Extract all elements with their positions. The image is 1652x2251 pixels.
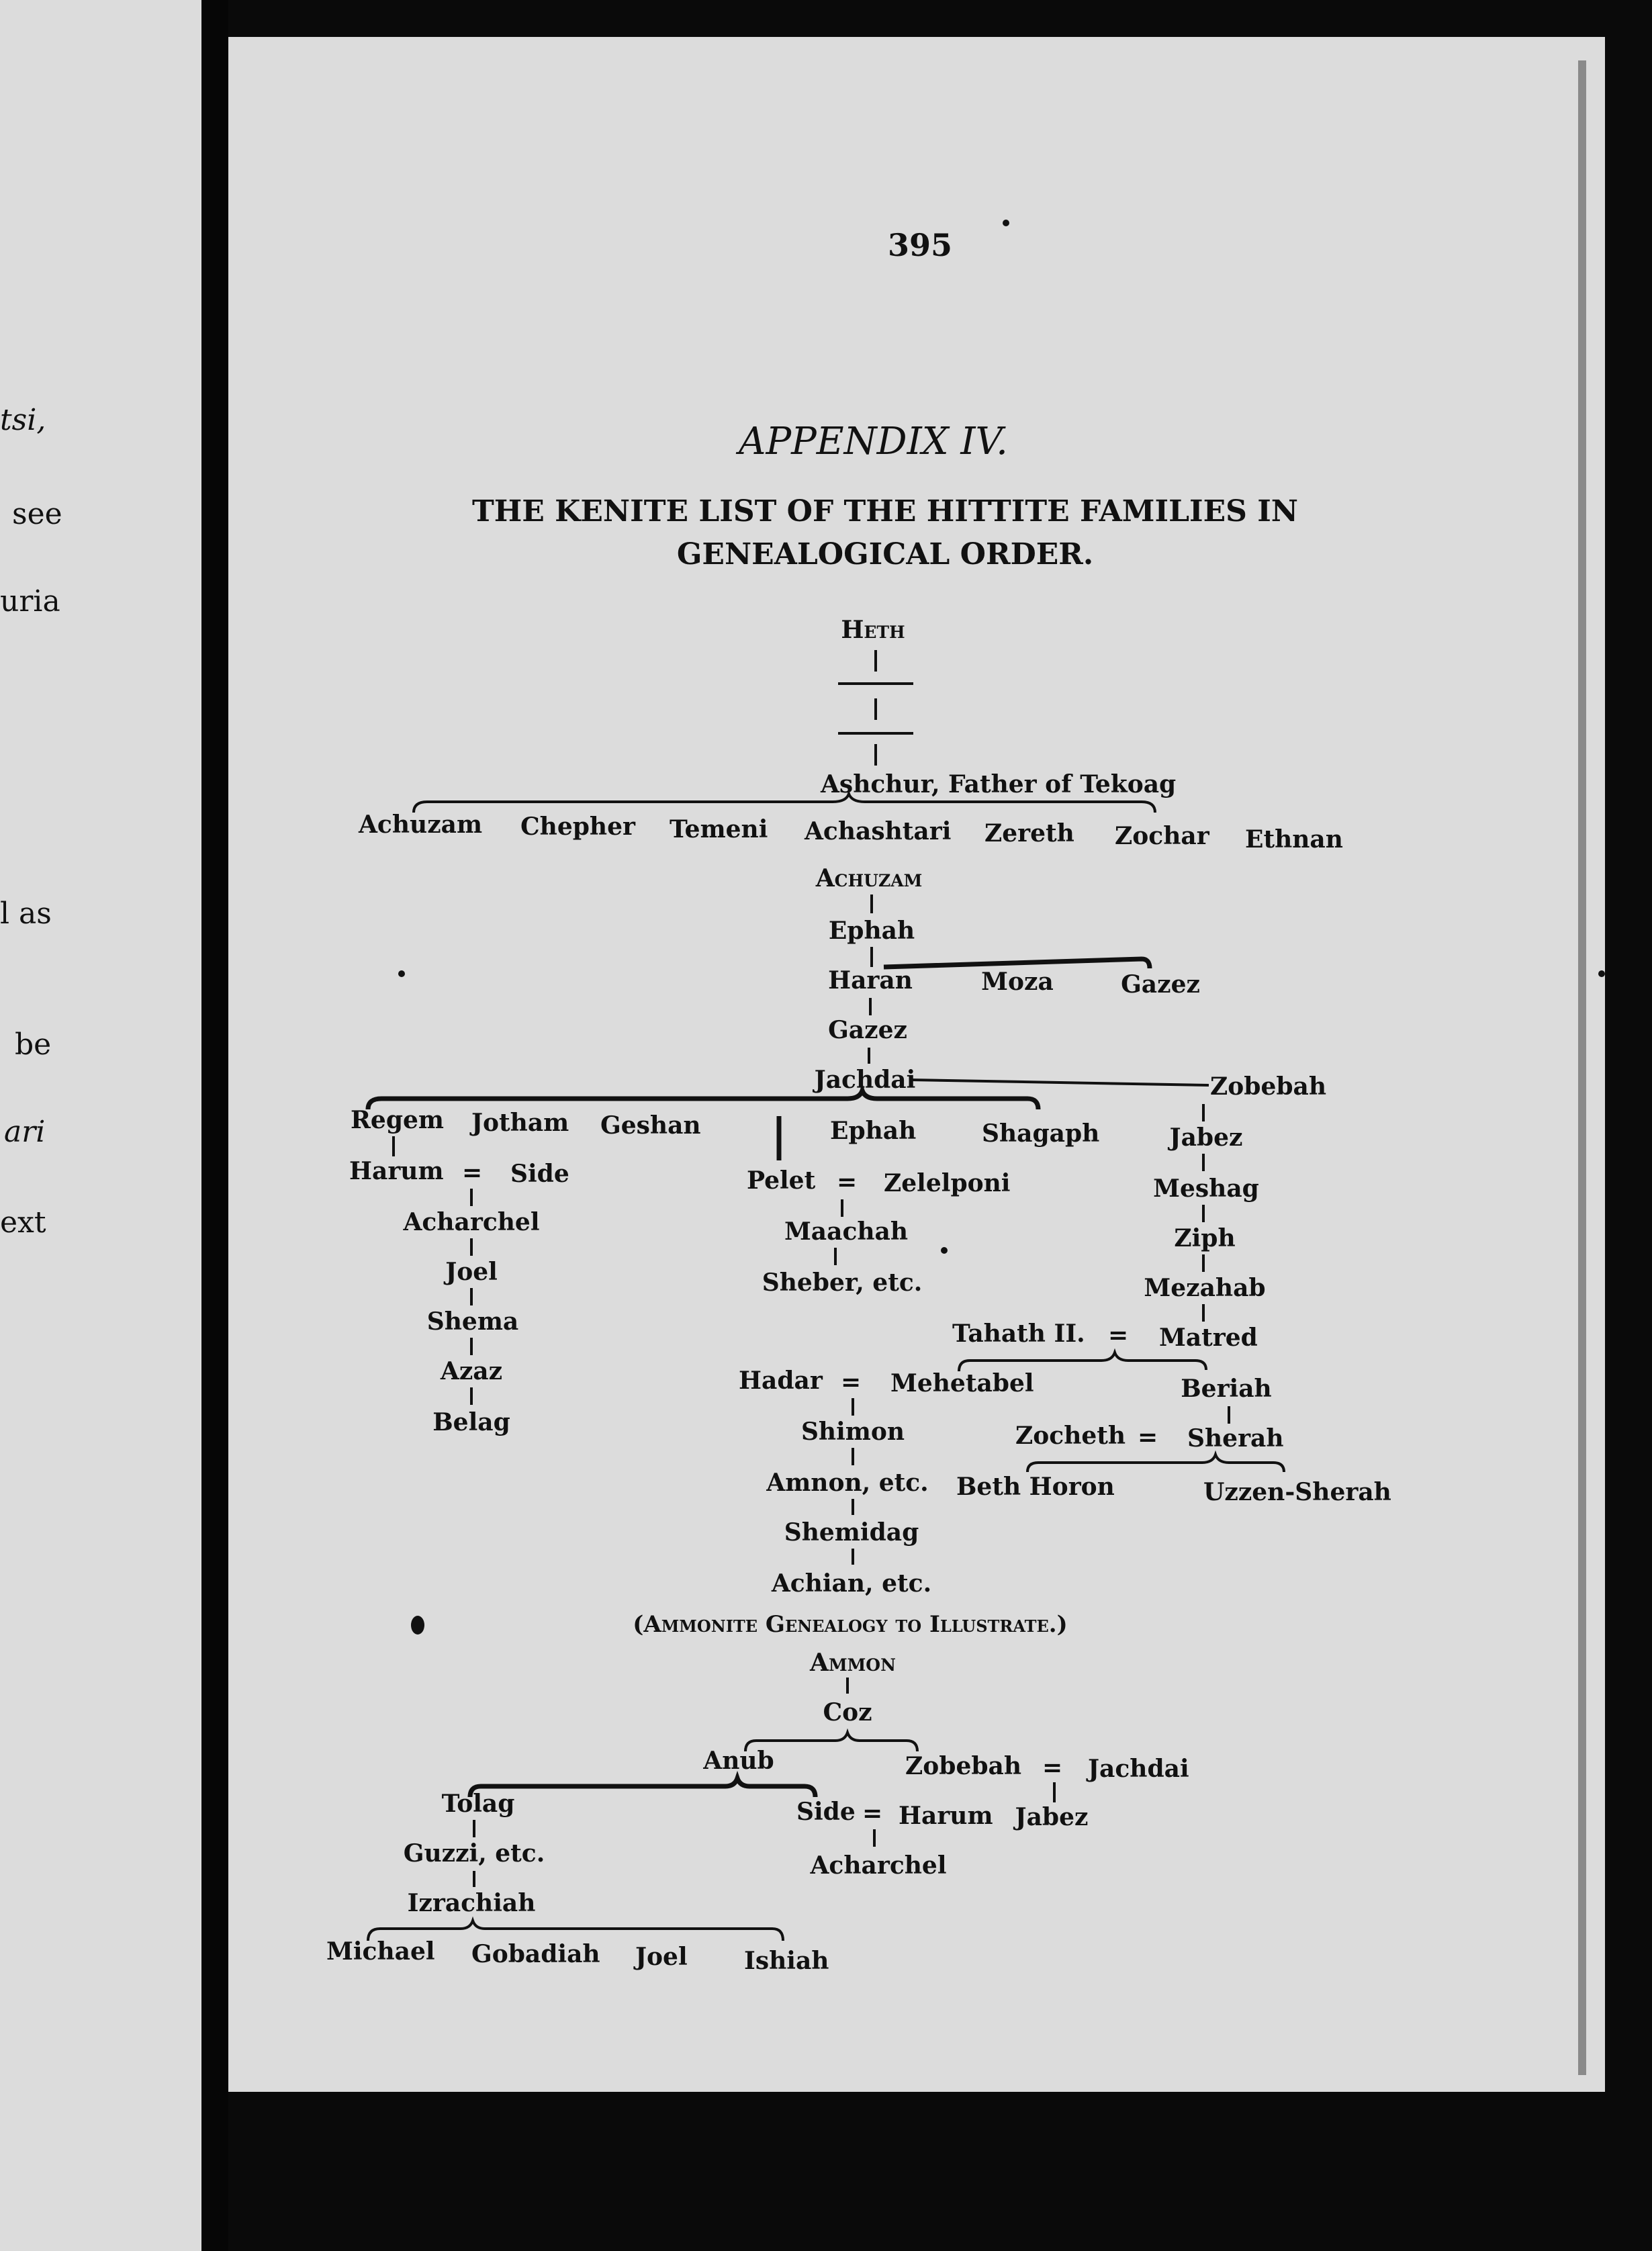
zobebah-label: Zobebah (1210, 1072, 1327, 1101)
shimon-label: Shimon (800, 1418, 905, 1446)
child-michael: Michael (326, 1937, 435, 1966)
child-shagaph: Shagaph (982, 1119, 1100, 1148)
harum-label: Harum (349, 1157, 444, 1185)
left-fragment: see (12, 497, 62, 531)
marriage-equals: = (837, 1168, 858, 1196)
child-ephah: Ephah (830, 1117, 917, 1145)
jachdai-children-brace (368, 1091, 1038, 1109)
acharchel-label: Acharchel (403, 1208, 540, 1236)
marriage-equals: = (1108, 1322, 1129, 1349)
appendix-title: APPENDIX IV. (739, 420, 1008, 463)
izrachiah-label: Izrachiah (407, 1889, 536, 1917)
hadar-label: Hadar (739, 1367, 823, 1395)
harum-ammon-label: Harum (899, 1802, 993, 1830)
anub-label: Anub (703, 1747, 774, 1775)
tahath-label: Tahath II. (952, 1320, 1085, 1348)
joel-label: Joel (445, 1258, 498, 1286)
guzzi-label: Guzzi, etc. (403, 1839, 545, 1868)
jachdai-zobebah-line (911, 1080, 1209, 1085)
son-chepher: Chepher (520, 813, 635, 841)
ammon-label: Ammon (810, 1649, 896, 1677)
haran-siblings-line (884, 959, 1150, 968)
marriage-equals: = (1138, 1424, 1158, 1451)
marriage-equals: = (841, 1369, 862, 1396)
mehetabel-label: Mehetabel (890, 1369, 1034, 1397)
heth-label: Heth (841, 616, 905, 644)
haran-label: Haran (828, 966, 913, 995)
gazez-sibling-label: Gazez (1121, 970, 1200, 999)
matred-label: Matred (1159, 1324, 1258, 1352)
amnon-label: Amnon, etc. (766, 1469, 929, 1497)
meshag-label: Meshag (1153, 1175, 1259, 1203)
azaz-label: Azaz (440, 1357, 503, 1385)
ephah-label: Ephah (828, 917, 915, 945)
sherah-label: Sherah (1187, 1424, 1284, 1453)
anub-children-brace (470, 1778, 815, 1797)
child-gobadiah: Gobadiah (471, 1940, 600, 1968)
left-fragment: uria (0, 584, 60, 618)
sherah-children-brace (1027, 1455, 1284, 1472)
coz-label: Coz (823, 1698, 872, 1727)
son-achashtari: Achashtari (805, 817, 952, 845)
maachah-label: Maachah (784, 1218, 909, 1246)
marriage-equals: = (1042, 1754, 1063, 1782)
speck (941, 1247, 948, 1254)
achuzam-heading: Achuzam (815, 864, 923, 892)
left-fragment: l as (0, 897, 52, 931)
belag-label: Belag (432, 1408, 510, 1436)
child-joel: Joel (635, 1943, 688, 1971)
speck (398, 970, 405, 977)
son-ethnan: Ethnan (1245, 825, 1343, 854)
gazez-label: Gazez (828, 1016, 907, 1044)
page-number: 395 (888, 227, 953, 263)
beriah-label: Beriah (1181, 1375, 1272, 1403)
moza-label: Moza (981, 968, 1054, 996)
child-geshan: Geshan (600, 1111, 701, 1140)
acharchel-ammon-label: Acharchel (810, 1851, 947, 1880)
side-ammon-label: Side (796, 1798, 856, 1826)
son-zereth: Zereth (984, 819, 1074, 847)
son-temeni: Temeni (670, 815, 768, 843)
son-zochar: Zochar (1115, 822, 1209, 850)
left-fragment: ari (4, 1115, 46, 1149)
ammonite-heading: (Ammonite Genealogy to Illustrate.) (633, 1611, 1068, 1638)
left-fragment: be (15, 1027, 52, 1062)
zelelponi-label: Zelelponi (884, 1169, 1011, 1197)
child-ishiah: Ishiah (744, 1947, 829, 1975)
achian-label: Achian, etc. (771, 1569, 932, 1598)
sheber-label: Sheber, etc. (762, 1269, 923, 1297)
mezahab-label: Mezahab (1144, 1274, 1266, 1302)
jabez-label: Jabez (1169, 1123, 1243, 1152)
son-achuzam: Achuzam (359, 811, 483, 839)
child-regem: Regem (351, 1106, 444, 1134)
jabez-ammon-label: Jabez (1015, 1803, 1089, 1831)
jachdai-ammon-label: Jachdai (1088, 1755, 1189, 1783)
marriage-equals: = (862, 1800, 883, 1827)
speck (1003, 220, 1009, 226)
jachdai-label: Jachdai (814, 1066, 916, 1094)
speck (411, 1616, 424, 1635)
left-fragment: tsi, (0, 403, 46, 437)
zobebah-ammon-label: Zobebah (905, 1752, 1022, 1780)
speck (1598, 970, 1605, 977)
side-label: Side (510, 1160, 569, 1188)
zocheth-label: Zocheth (1015, 1422, 1126, 1450)
marriage-equals: = (462, 1159, 483, 1187)
pelet-label: Pelet (747, 1166, 816, 1195)
shema-label: Shema (426, 1307, 519, 1336)
tolag-label: Tolag (441, 1790, 515, 1818)
tahath-matred-brace (959, 1352, 1206, 1371)
ashchur-label: Ashchur, Father of Tekoag (821, 770, 1177, 798)
left-fragment: ext (0, 1205, 46, 1240)
shemidag-label: Shemidag (784, 1518, 919, 1547)
beth-horon-label: Beth Horon (956, 1473, 1115, 1501)
child-jotham: Jotham (471, 1109, 569, 1137)
ziph-label: Ziph (1174, 1224, 1236, 1252)
main-title: THE KENITE LIST OF THE HITTITE FAMILIES IN GENEALOGICAL ORDER. (471, 494, 1299, 571)
uzzen-sherah-label: Uzzen-Sherah (1203, 1478, 1391, 1506)
